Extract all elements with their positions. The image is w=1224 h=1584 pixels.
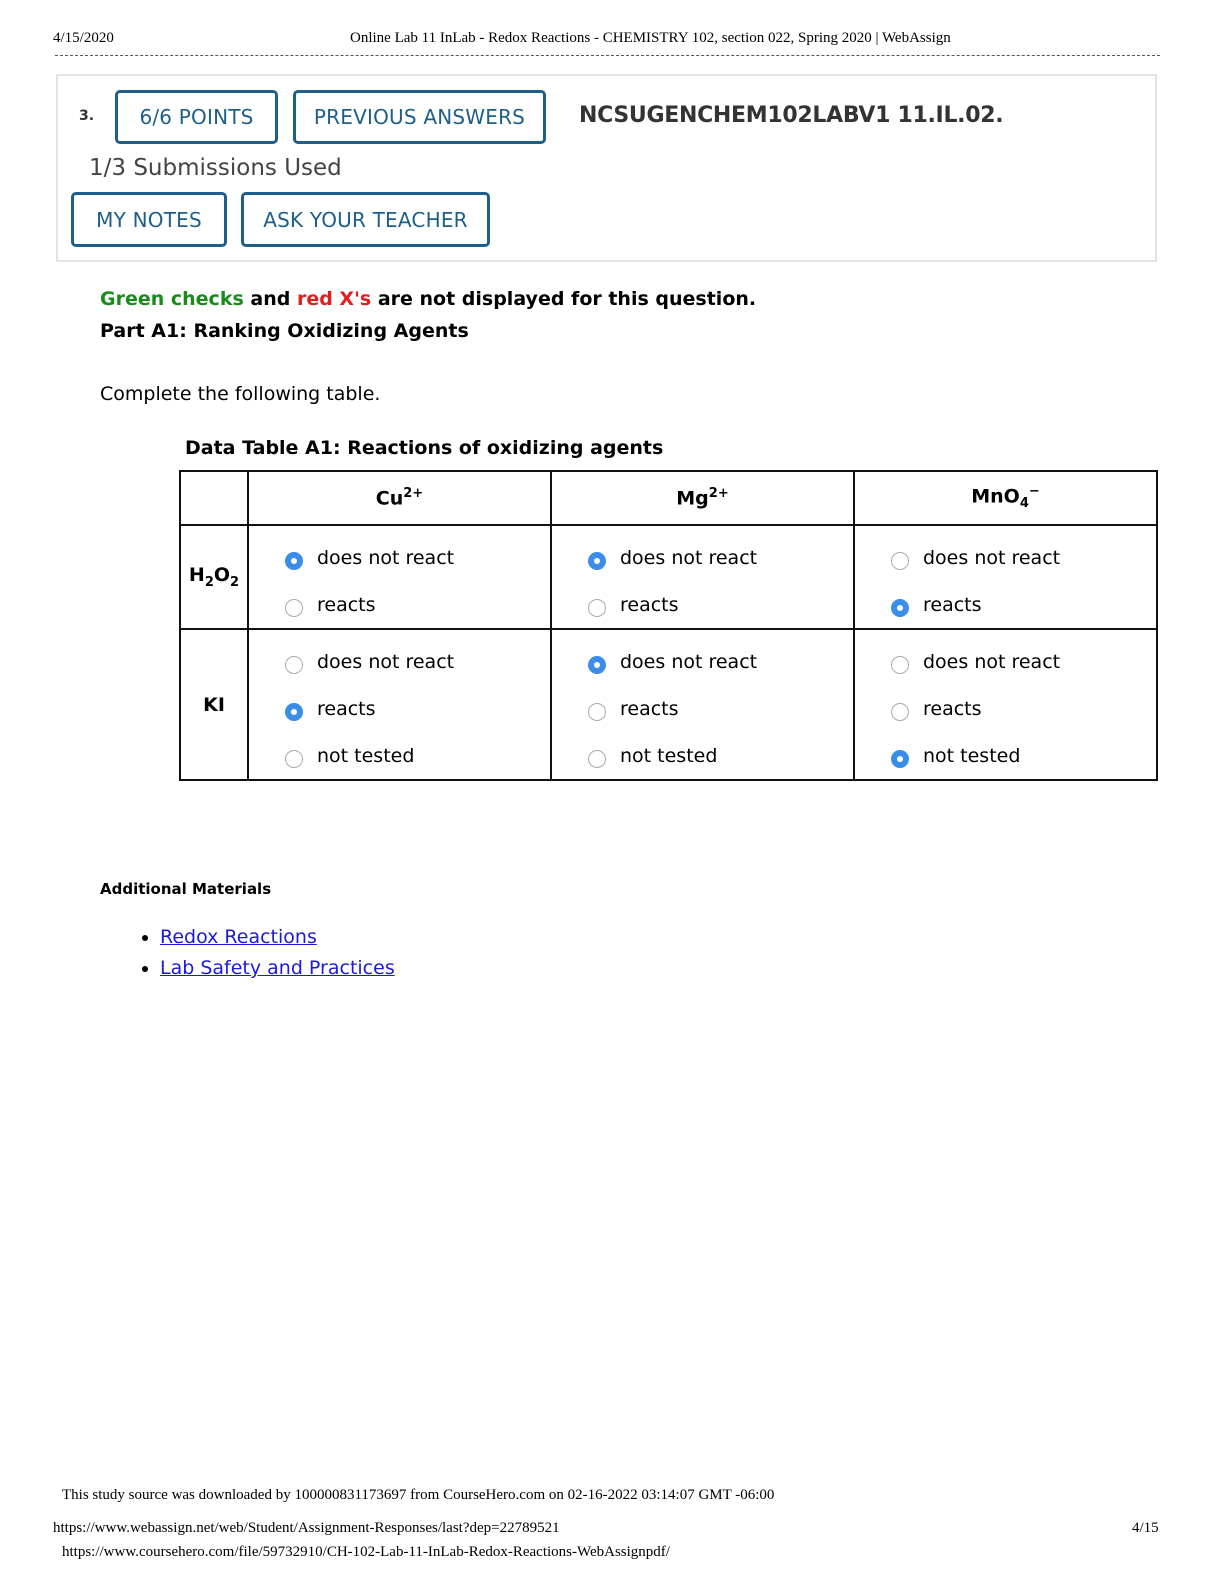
option-label: reacts: [317, 593, 376, 616]
row-header-h2o2: $H_2O_2$: [180, 525, 248, 629]
radio-button[interactable]: [285, 750, 303, 768]
column-header-mg: $Mg^{2+}$: [551, 471, 854, 525]
source-notice: This study source was downloaded by 100000831173697 from CourseHero.com on 02-16-2022 03:14:07 GMT -06:00: [62, 1487, 775, 1503]
ask-your-teacher-button[interactable]: ASK YOUR TEACHER: [241, 192, 490, 247]
option-label: reacts: [317, 697, 376, 720]
redox-reactions-link[interactable]: Redox Reactions: [160, 926, 317, 948]
radio-button[interactable]: [891, 552, 909, 570]
table-caption: Data Table A1: Reactions of oxidizing agents: [185, 437, 664, 459]
option-label: not tested: [923, 744, 1021, 767]
notice-red-xs: red X's: [296, 288, 372, 310]
radio-button[interactable]: [285, 599, 303, 617]
instruction-text: Complete the following table.: [100, 383, 381, 405]
list-item: [160, 926, 395, 957]
radio-button[interactable]: [891, 656, 909, 674]
radio-option[interactable]: [588, 581, 853, 628]
option-label: not tested: [620, 744, 718, 767]
table-header-row: [180, 471, 1157, 525]
column-header-mno4: MnO$_4$−: [854, 471, 1157, 525]
data-table-a1: [179, 470, 1158, 781]
option-label: reacts: [620, 697, 679, 720]
page-url: https://www.webassign.net/web/Student/Assignment-Responses/last?dep=22789521: [53, 1520, 560, 1536]
coursehero-url: https://www.coursehero.com/file/59732910/CH-102-Lab-11-InLab-Redox-Reactions-WebAssignpdf/: [62, 1544, 670, 1560]
radio-button[interactable]: [891, 750, 909, 768]
radio-button[interactable]: [588, 703, 606, 721]
radio-button[interactable]: [588, 552, 606, 570]
cell-h2o2-mno4: [854, 525, 1157, 629]
option-label: does not react: [620, 546, 758, 569]
option-label: does not react: [923, 546, 1061, 569]
notice-and: and: [243, 288, 297, 310]
radio-option[interactable]: [891, 732, 1156, 779]
cell-ki-mno4: [854, 629, 1157, 780]
corner-cell: [180, 471, 248, 525]
option-label: reacts: [620, 593, 679, 616]
radio-option[interactable]: [588, 732, 853, 779]
row-header-ki: KI: [180, 629, 248, 780]
feedback-notice: [100, 288, 756, 310]
radio-option[interactable]: [588, 685, 853, 732]
option-label: reacts: [923, 697, 982, 720]
radio-button[interactable]: [588, 750, 606, 768]
option-label: does not react: [923, 650, 1061, 673]
radio-option[interactable]: [891, 581, 1156, 628]
radio-button[interactable]: [588, 599, 606, 617]
question-code: NCSUGENCHEM102LABV1 11.IL.02.: [579, 103, 1004, 128]
radio-option[interactable]: [285, 534, 550, 581]
option-label: does not react: [317, 650, 455, 673]
additional-materials-title: Additional Materials: [100, 880, 272, 898]
print-title: Online Lab 11 InLab - Redox Reactions - CHEMISTRY 102, section 022, Spring 2020 | WebAssign: [350, 30, 951, 46]
notice-rest: are not displayed for this question.: [371, 288, 757, 310]
submissions-used: 1/3 Submissions Used: [89, 155, 342, 181]
option-label: does not react: [317, 546, 455, 569]
radio-option[interactable]: [891, 534, 1156, 581]
cell-h2o2-cu: [248, 525, 551, 629]
header-divider: [55, 55, 1160, 56]
radio-button[interactable]: [588, 656, 606, 674]
notice-green-checks: Green checks: [100, 288, 244, 310]
cell-ki-cu: [248, 629, 551, 780]
option-label: reacts: [923, 593, 982, 616]
radio-button[interactable]: [891, 599, 909, 617]
radio-button[interactable]: [285, 703, 303, 721]
option-label: not tested: [317, 744, 415, 767]
option-label: does not react: [620, 650, 758, 673]
radio-option[interactable]: [588, 638, 853, 685]
points-button[interactable]: 6/6 POINTS: [115, 90, 278, 144]
list-item: [160, 957, 395, 988]
cell-ki-mg: [551, 629, 854, 780]
table-row-h2o2: [180, 525, 1157, 629]
radio-option[interactable]: [588, 534, 853, 581]
radio-option[interactable]: [285, 581, 550, 628]
lab-safety-link[interactable]: Lab Safety and Practices: [160, 957, 395, 979]
question-number: 3.: [79, 108, 95, 124]
radio-option[interactable]: [285, 685, 550, 732]
column-header-cu: $Cu^{2+}$: [248, 471, 551, 525]
radio-button[interactable]: [285, 656, 303, 674]
radio-option[interactable]: [285, 732, 550, 779]
page-number: 4/15: [1132, 1520, 1159, 1536]
cell-h2o2-mg: [551, 525, 854, 629]
part-title: Part A1: Ranking Oxidizing Agents: [100, 320, 469, 342]
table-row-ki: [180, 629, 1157, 780]
radio-option[interactable]: [891, 685, 1156, 732]
radio-option[interactable]: [285, 638, 550, 685]
additional-materials-list: [132, 926, 395, 988]
previous-answers-button[interactable]: PREVIOUS ANSWERS: [293, 90, 546, 144]
radio-button[interactable]: [891, 703, 909, 721]
radio-button[interactable]: [285, 552, 303, 570]
print-date: 4/15/2020: [53, 30, 114, 46]
radio-option[interactable]: [891, 638, 1156, 685]
my-notes-button[interactable]: MY NOTES: [71, 192, 227, 247]
